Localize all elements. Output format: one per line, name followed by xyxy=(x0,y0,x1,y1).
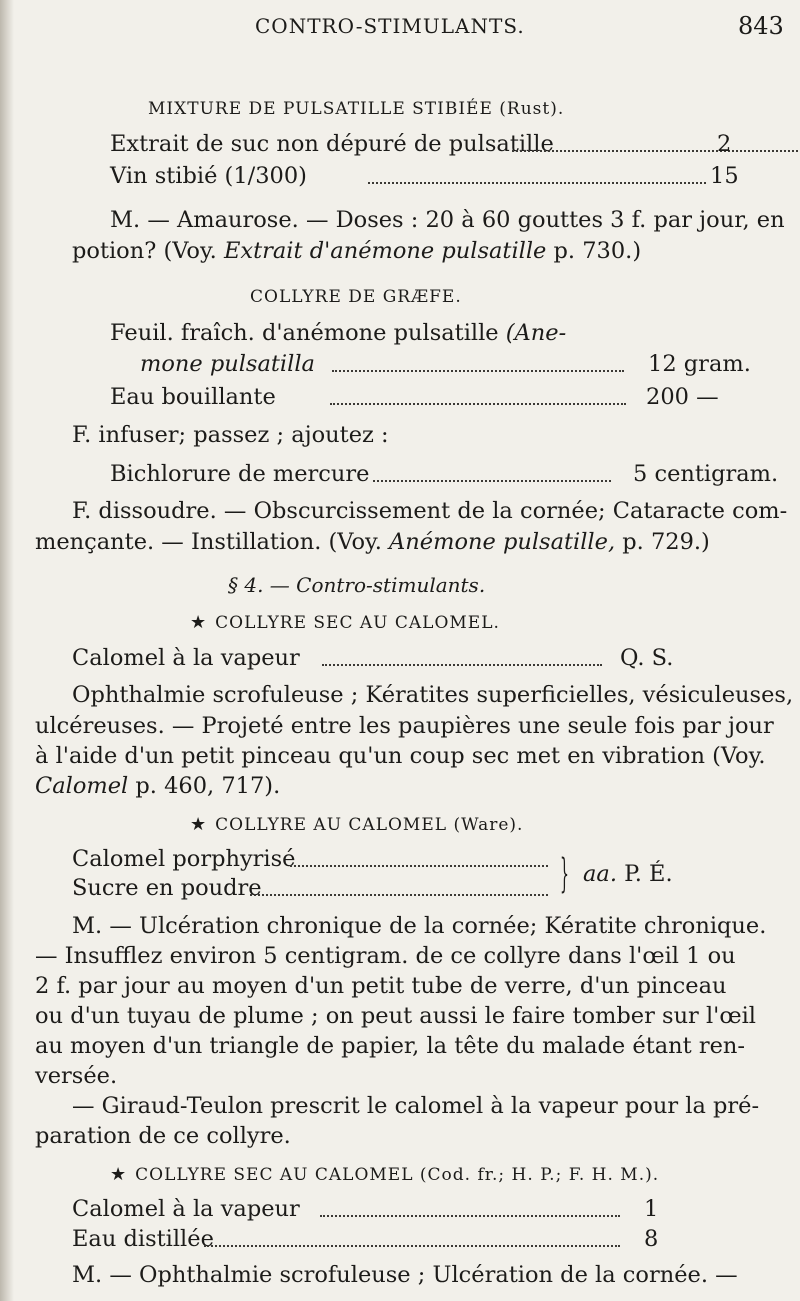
ingredient-row xyxy=(72,1226,772,1254)
ingredient-name: Vin stibié (1/300) xyxy=(110,163,307,189)
page-edge-shadow xyxy=(0,0,14,1301)
usage-line: mençante. — Instillation. (Voy. Anémone pulsatille, p. 729.) xyxy=(35,529,710,555)
ingredient-quantity: 12 gram. xyxy=(648,351,751,377)
page-header xyxy=(0,14,800,44)
usage-line: versée. xyxy=(35,1063,118,1089)
dot-leader xyxy=(332,370,624,372)
usage-line: 2 f. par jour au moyen d'un petit tube de verre, d'un pinceau xyxy=(35,973,727,999)
dot-leader xyxy=(204,1245,620,1247)
instruction-line: F. infuser; passez ; ajoutez : xyxy=(72,422,389,448)
ingredient-name: Calomel à la vapeur xyxy=(72,645,300,671)
recipe-heading-dry-calomel-codex: ★ COLLYRE SEC AU CALOMEL (Cod. fr.; H. P.; F. H. M.). xyxy=(110,1164,660,1185)
section-title: § 4. — Contro-stimulants. xyxy=(228,573,486,597)
usage-line: potion? (Voy. Extrait d'anémone pulsatille p. 730.) xyxy=(72,238,642,264)
ingredient-row xyxy=(110,163,750,191)
brace: } xyxy=(560,851,569,897)
usage-line: — Giraud-Teulon prescrit le calomel à la vapeur pour la pré- xyxy=(72,1093,760,1119)
ingredient-row xyxy=(140,351,760,379)
ingredient-name: Sucre en poudre xyxy=(72,875,262,901)
ingredient-name: Eau distillée xyxy=(72,1226,214,1252)
ingredient-quantity: 2 xyxy=(717,131,732,157)
recipe-heading-calomel-ware: ★ COLLYRE AU CALOMEL (Ware). xyxy=(190,814,524,835)
usage-line: ulcéreuses. — Projeté entre les paupières une seule fois par jour xyxy=(35,713,774,739)
usage-line: Ophthalmie scrofuleuse ; Kératites superficielles, vésiculeuses, xyxy=(72,682,794,708)
ingredient-name: Bichlorure de mercure xyxy=(110,461,370,487)
ingredient-name: Extrait de suc non dépuré de pulsatille xyxy=(110,131,554,157)
star-icon: ★ xyxy=(110,1164,128,1185)
ingredient-quantity: 15 xyxy=(710,163,739,189)
dot-leader xyxy=(320,1215,620,1217)
ingredient-row xyxy=(72,875,552,903)
ingredient-row xyxy=(110,384,750,412)
star-icon: ★ xyxy=(190,612,208,633)
ingredient-name: Eau bouillante xyxy=(110,384,276,410)
recipe-heading-dry-calomel: ★ COLLYRE SEC AU CALOMEL. xyxy=(190,612,500,633)
dot-leader xyxy=(322,664,602,666)
ingredient-quantity: 200 — xyxy=(646,384,719,410)
recipe-heading-mixture: MIXTURE DE PULSATILLE STIBIÉE (Rust). xyxy=(148,99,565,119)
ingredient-row xyxy=(72,1196,772,1224)
usage-line: Calomel p. 460, 717). xyxy=(35,773,281,799)
running-head: CONTRO-STIMULANTS. xyxy=(255,14,525,38)
ingredient-name: Calomel à la vapeur xyxy=(72,1196,300,1222)
usage-line: F. dissoudre. — Obscurcissement de la cornée; Cataracte com- xyxy=(72,498,788,524)
ingredient-row xyxy=(110,461,779,489)
usage-line: M. — Amaurose. — Doses : 20 à 60 gouttes 3 f. par jour, en xyxy=(110,207,785,233)
dot-leader xyxy=(512,150,800,152)
usage-line: — Insufflez environ 5 centigram. de ce collyre dans l'œil 1 ou xyxy=(35,943,736,969)
usage-line: M. — Ophthalmie scrofuleuse ; Ulcération de la cornée. — xyxy=(72,1262,738,1288)
dot-leader xyxy=(368,182,706,184)
usage-line: à l'aide d'un petit pinceau qu'un coup sec met en vibration (Voy. xyxy=(35,743,766,769)
dot-leader xyxy=(373,480,611,482)
dot-leader xyxy=(290,865,548,867)
ingredient-name: mone pulsatilla xyxy=(140,351,315,377)
ingredient-quantity: Q. S. xyxy=(620,645,674,671)
star-icon: ★ xyxy=(190,814,208,835)
usage-line: ou d'un tuyau de plume ; on peut aussi le faire tomber sur l'œil xyxy=(35,1003,756,1029)
ingredient-quantity: 8 xyxy=(644,1226,659,1252)
page-number: 843 xyxy=(738,12,784,40)
ingredient-row xyxy=(110,131,750,159)
ingredient-name: Calomel porphyrisé xyxy=(72,846,296,872)
dot-leader xyxy=(330,403,626,405)
ingredient-quantity: 1 xyxy=(644,1196,659,1222)
ingredient-row xyxy=(72,645,772,673)
usage-line: M. — Ulcération chronique de la cornée; Kératite chronique. xyxy=(72,913,767,939)
ingredient-quantity: aa. P. É. xyxy=(583,861,673,887)
usage-line: au moyen d'un triangle de papier, la tête du malade étant ren- xyxy=(35,1033,746,1059)
recipe-heading-graefe: COLLYRE DE GRÆFE. xyxy=(250,287,462,307)
ingredient-row xyxy=(72,846,552,874)
ingredient-quantity: 5 centigram. xyxy=(633,461,779,487)
usage-line: paration de ce collyre. xyxy=(35,1123,291,1149)
dot-leader xyxy=(250,894,548,896)
ingredient-name: Feuil. fraîch. d'anémone pulsatille (Ane- xyxy=(110,320,567,346)
